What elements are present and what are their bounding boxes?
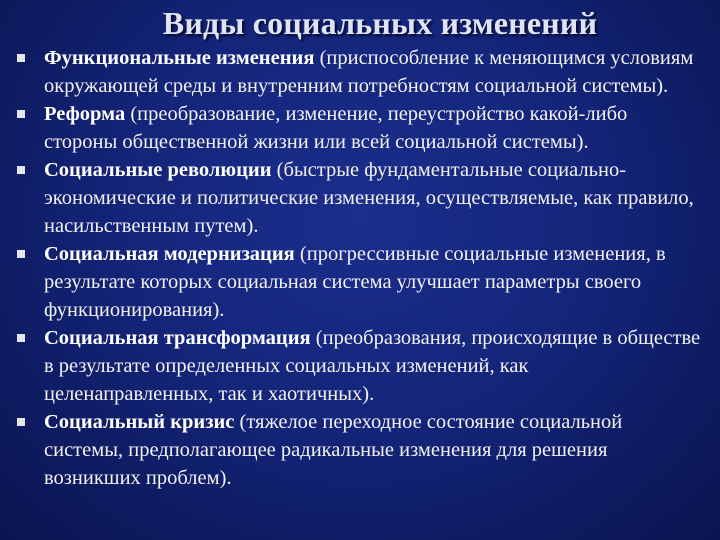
item-description: (приспособление к меняющимся условиям окружающей среды и внутренним потребностям социальной системы). bbox=[44, 47, 694, 97]
square-bullet-icon bbox=[17, 110, 25, 118]
list-item bbox=[0, 324, 720, 408]
item-term: Социальная модернизация bbox=[44, 243, 295, 265]
item-description: (быстрые фундаментальные социально-экономические и политические изменения, осуществляемые, как правило, насильственным путем). bbox=[44, 159, 694, 237]
slide-title: Виды социальных изменений bbox=[162, 5, 598, 41]
square-bullet-icon bbox=[17, 334, 25, 342]
bullet-list bbox=[0, 44, 720, 492]
square-bullet-icon bbox=[17, 418, 25, 426]
item-description: (прогрессивные социальные изменения, в результате которых социальная система улучшает параметры своего функционирования). bbox=[44, 243, 666, 321]
list-item bbox=[0, 44, 720, 100]
list-item bbox=[0, 100, 720, 156]
item-description: (тяжелое переходное состояние социальной системы, предполагающее радикальные изменения для решения возникших проблем). bbox=[44, 411, 623, 489]
list-item bbox=[0, 156, 720, 240]
list-item bbox=[0, 240, 720, 324]
square-bullet-icon bbox=[17, 166, 25, 174]
item-term: Функциональные изменения bbox=[44, 47, 315, 69]
item-term: Социальная трансформация bbox=[44, 327, 311, 349]
item-term: Реформа bbox=[44, 103, 126, 125]
item-term: Социальные революции bbox=[44, 159, 272, 181]
item-description: (преобразования, происходящие в обществе в результате определенных социальных изменений, как целенаправленных, так и хаотичных). bbox=[44, 327, 701, 405]
list-item bbox=[0, 408, 720, 492]
item-term: Социальный кризис bbox=[44, 411, 235, 433]
item-description: (преобразование, изменение, переустройство какой-либо стороны общественной жизни или всей социальной системы). bbox=[44, 103, 628, 153]
square-bullet-icon bbox=[17, 250, 25, 258]
square-bullet-icon bbox=[17, 54, 25, 62]
